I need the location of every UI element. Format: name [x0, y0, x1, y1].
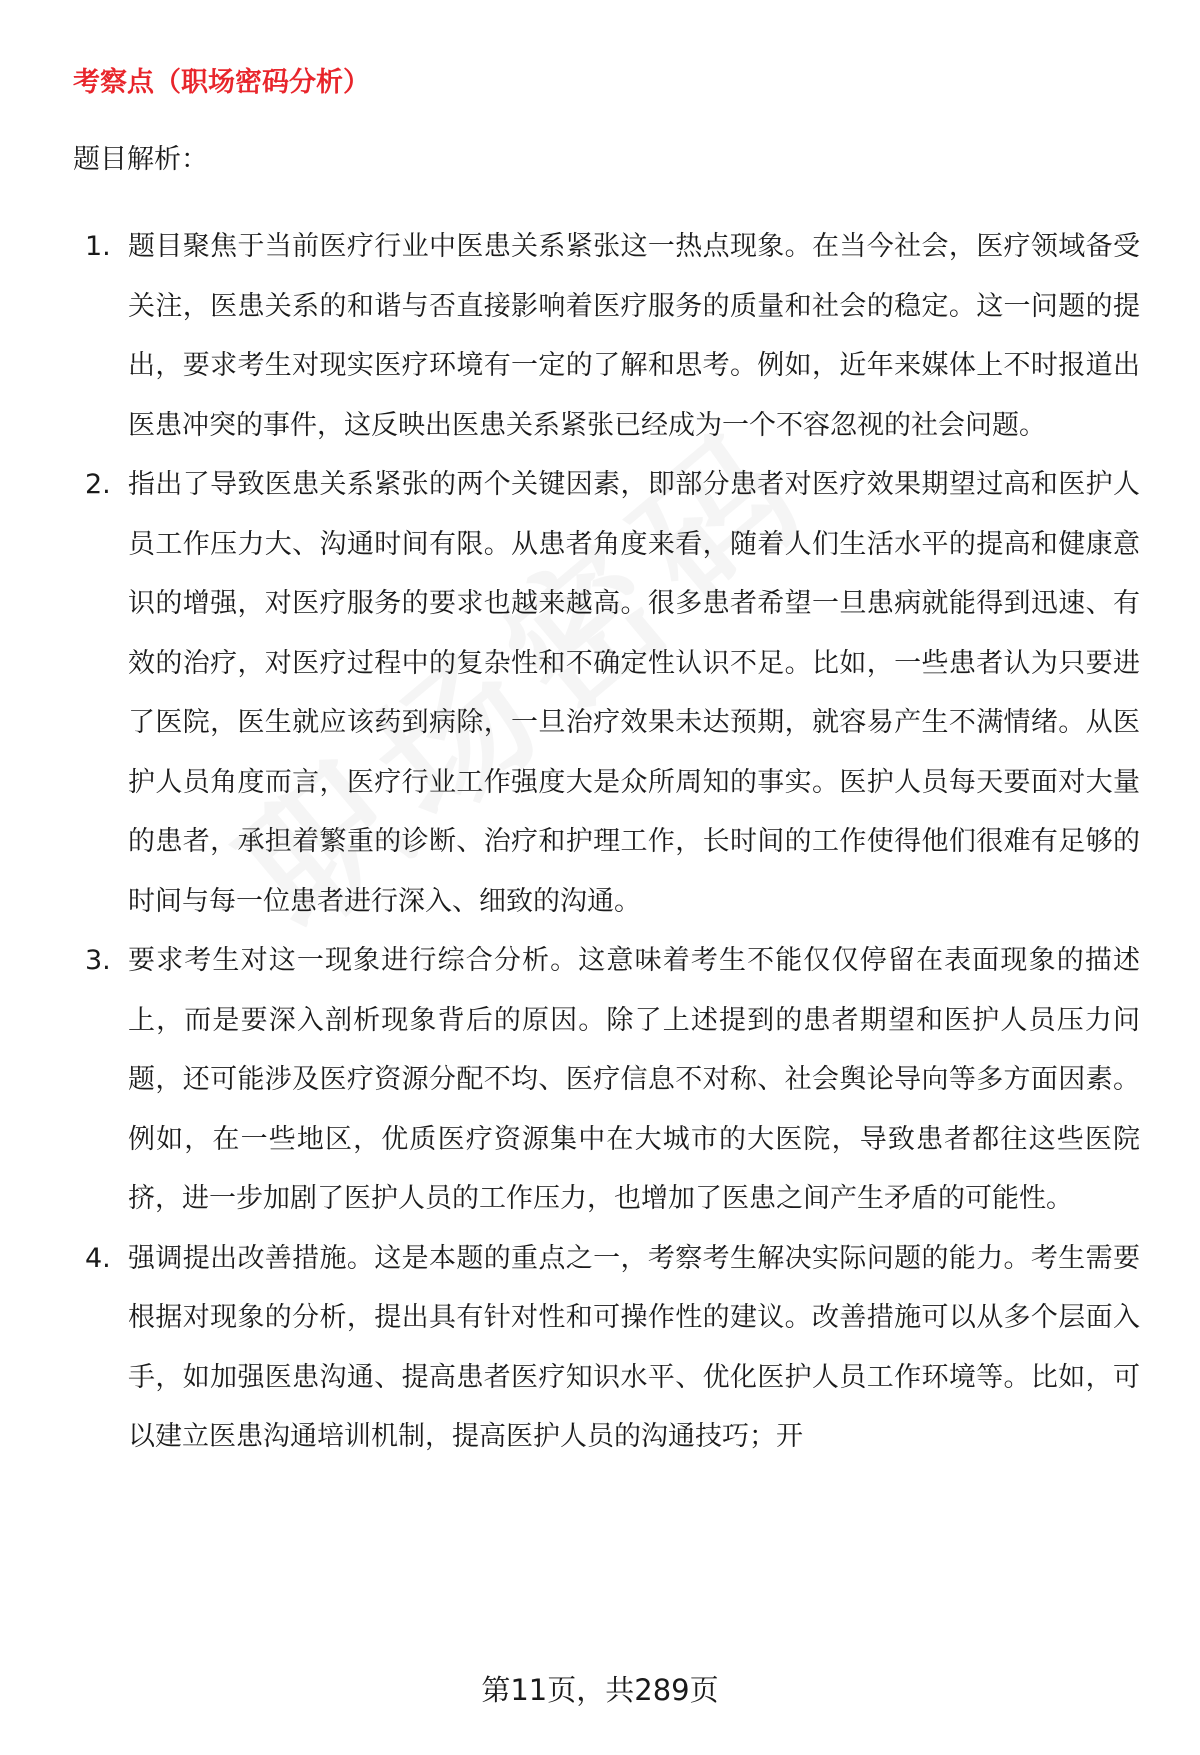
list-item [0, 1229, 1200, 1467]
list-item-number: 2. [85, 469, 111, 500]
list-item [0, 217, 1200, 455]
page-number: 第11页，共289页 [481, 1673, 719, 1707]
list-item-text: 强调提出改善措施。这是本题的重点之一，考察考生解决实际问题的能力。考生需要根据对现象的分析，提出具有针对性和可操作性的建议。改善措施可以从多个层面入手，如加强医患沟通、提高患者医疗知识水平、优化医护人员工作环境等。比如，可以建立医患沟通培训机制，提高医护人员的沟通技巧；开 [128, 1242, 1140, 1452]
list-item-text: 指出了导致医患关系紧张的两个关键因素，即部分患者对医疗效果期望过高和医护人员工作压力大、沟通时间有限。从患者角度来看，随着人们生活水平的提高和健康意识的增强，对医疗服务的要求也越来越高。很多患者希望一旦患病就能得到迅速、有效的治疗，对医疗过程中的复杂性和不确定性认识不足。比如，一些患者认为只要进了医院，医生就应该药到病除，一旦治疗效果未达预期，就容易产生不满情绪。从医护人员角度而言，医疗行业工作强度大是众所周知的事实。医护人员每天要面对大量的患者，承担着繁重的诊断、治疗和护理工作，长时间的工作使得他们很难有足够的时间与每一位患者进行深入、细致的沟通。 [128, 469, 1140, 917]
analysis-list [0, 217, 1200, 1467]
list-item-number: 4. [85, 1242, 111, 1274]
list-item-number: 1. [85, 231, 111, 262]
section-title: 考察点（职场密码分析） [73, 67, 370, 98]
list-item [0, 931, 1200, 1229]
subtitle: 题目解析： [73, 144, 208, 175]
list-item-number: 3. [85, 945, 111, 976]
list-item-text: 要求考生对这一现象进行综合分析。这意味着考生不能仅仅停留在表面现象的描述上，而是要深入剖析现象背后的原因。除了上述提到的患者期望和医护人员压力问题，还可能涉及医疗资源分配不均、医疗信息不对称、社会舆论导向等多方面因素。例如，在一些地区，优质医疗资源集中在大城市的大医院，导致患者都往这些医院挤，进一步加剧了医护人员的工作压力，也增加了医患之间产生矛盾的可能性。 [128, 945, 1140, 1214]
list-item [0, 455, 1200, 931]
list-item-text: 题目聚焦于当前医疗行业中医患关系紧张这一热点现象。在当今社会，医疗领域备受关注，医患关系的和谐与否直接影响着医疗服务的质量和社会的稳定。这一问题的提出，要求考生对现实医疗环境有一定的了解和思考。例如，近年来媒体上不时报道出医患冲突的事件，这反映出医患关系紧张已经成为一个不容忽视的社会问题。 [128, 231, 1140, 441]
